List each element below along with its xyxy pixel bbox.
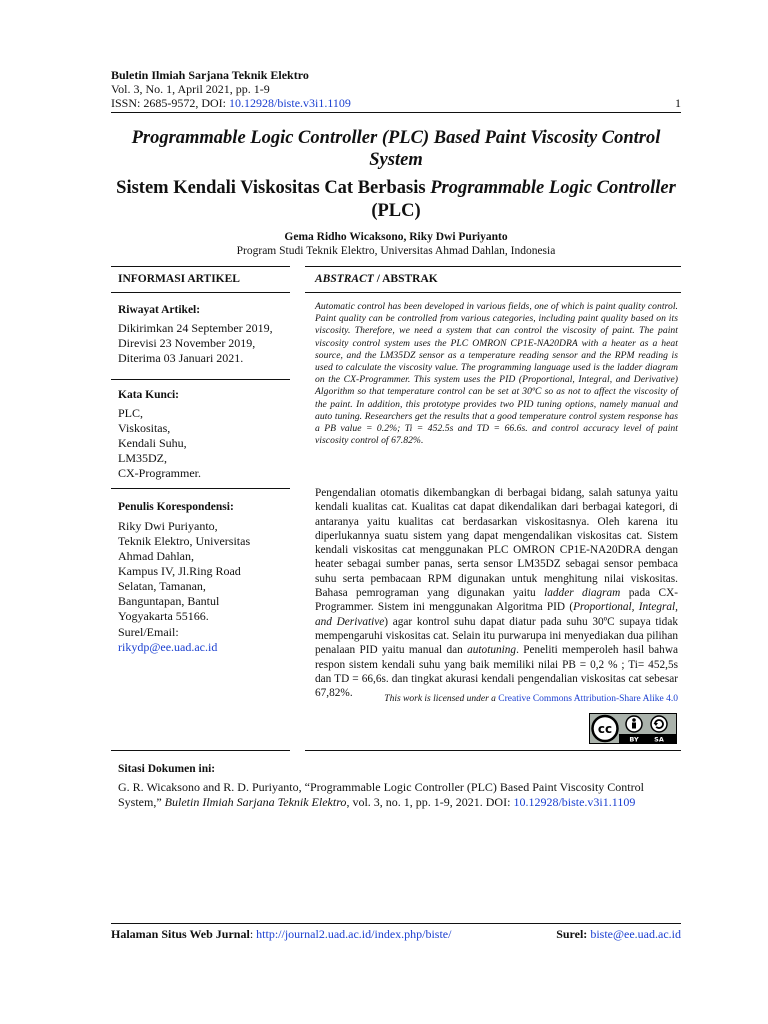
- license-link[interactable]: Creative Commons Attribution-Share Alike 4.0: [498, 694, 678, 704]
- info-head-rule: [111, 292, 290, 293]
- svg-text:cc: cc: [597, 722, 613, 736]
- abstract-head-rule: [305, 292, 681, 293]
- journal-email-link[interactable]: biste@ee.uad.ac.id: [590, 927, 681, 941]
- abstract-bottom-rule: [305, 750, 681, 751]
- abstract-top-rule: [305, 266, 681, 267]
- cc-by-sa-badge[interactable]: [589, 713, 677, 744]
- footer: Halaman Situs Web Jurnal: http://journal2.uad.ac.id/index.php/biste/ Surel: biste@ee.uad.ac.id: [111, 927, 681, 941]
- history-rule: [111, 379, 290, 380]
- title-indonesian: Sistem Kendali Viskositas Cat Berbasis Programmable Logic Controller (PLC): [116, 178, 676, 221]
- journal-website-link[interactable]: http://journal2.uad.ac.id/index.php/biste/: [256, 927, 452, 941]
- email-link[interactable]: rikydp@ee.uad.ac.id: [118, 640, 218, 654]
- page-number: 1: [675, 96, 681, 110]
- info-bottom-rule: [111, 750, 290, 751]
- title-english: Programmable Logic Controller (PLC) Based Paint Viscosity Control System: [131, 128, 661, 170]
- footer-rule: [111, 923, 681, 924]
- header-doi-link[interactable]: 10.12928/biste.v3i1.1109: [229, 96, 351, 110]
- citation-text: G. R. Wicaksono and R. D. Puriyanto, “Programmable Logic Controller (PLC) Based Paint Viscosity Control System,” Buletin Ilmiah Sarjana Teknik Elektro, vol. 3, no. 1, pp. 1-9, 2021. DOI: 10.12928/biste.v3i1.1109: [118, 780, 644, 809]
- abstract-indonesian: Pengendalian otomatis dikembangkan di berbagai bidang, salah satunya yaitu kendali kualitas cat. Kualitas cat dapat dikendalikan dari berbagai kategori, di antaranya yaitu kualitas cat berdasarkan viskositasnya. Oleh karena itu diperlukannya suatu sistem yang dapat mengendalikan viskositas cat. Sistem kendali viskositas cat menggunakan PLC OMRON CP1E-NA20DRA dengan heater sebagai sumber panas, serta sensor LM35DZ sebagai sensor pembaca suhu serta pembacaan RPM digunakan untuk menghitung nilai viskositas. Bahasa pemrograman yang digunakan yaitu ladder diagram pada CX-Programmer. Sistem ini menggunakan Algoritma PID (Proportional, Integral, and Derivative) agar kontrol suhu dapat diatur pada suhu 30ºC supaya tidak mempengaruhi viskositas cat. Selain itu purwarupa ini menyediakan dua pilihan penalaan PID yaitu manual dan autotuning. Peneliti memperoleh hasil bahwa respon sistem kendali suhu yang baik memiliki nilai PB = 0,2 % ; Ti= 452,5s dan TD = 66,6s. dan tingkat akurasi kendali pengendalian viskositas cat sebesar 67,82%.: [315, 487, 678, 700]
- cc-badge-graphic: [589, 713, 677, 744]
- citation-heading: Sitasi Dokumen ini:: [118, 763, 216, 775]
- badge-sa-text: SA: [654, 735, 664, 744]
- info-heading: INFORMASI ARTIKEL: [118, 273, 240, 285]
- keywords-list: PLC, Viskositas, Kendali Suhu, LM35DZ, CX-Programmer.: [118, 406, 201, 480]
- abstract-english: Automatic control has been developed in various fields, one of which is paint quality control. Paint quality can be controlled from various categories, including paint quality based on its viscosity. Therefore, we need a system that can control the viscosity of paint. The paint viscosity control system uses the PLC OMRON CP1E-NA20DRA with a heater as a heat source, and the LM35DZ sensor as a temperature reading sensor and the RPM reading is used to calculate the viscosity value. The programming language used is the ladder diagram on the CX-Programmer. This system uses the PID (Proportional, Integral, and Derivative) Algorithm so that temperature control can be set at 30ºC so as not to affect the viscosity of the paint. In addition, this prototype provides two PID tuning options, namely manual and auto tuning. Researchers get the results that a good temperature control system response has a PB value = 0.2%; Ti = 452.5s and TD = 66.6s. and control accuracy level of paint viscosity control of 67.82%.: [315, 301, 678, 447]
- badge-by-text: BY: [629, 735, 639, 744]
- correspondence-address: Riky Dwi Puriyanto, Teknik Elektro, Universitas Ahmad Dahlan, Kampus IV, Jl.Ring Road Selatan, Tamanan, Banguntapan, Bantul Yogyakarta 55166.: [118, 519, 251, 623]
- citation-doi-link[interactable]: 10.12928/biste.v3i1.1109: [513, 795, 636, 809]
- running-header: [111, 68, 681, 110]
- sa-share-icon: [651, 716, 667, 732]
- info-top-rule: [111, 266, 290, 267]
- header-rule: [111, 112, 681, 113]
- email-label: Surel/Email:: [118, 625, 179, 639]
- issn-doi: ISSN: 2685-9572, DOI: 10.12928/biste.v3i1.1109: [111, 96, 351, 110]
- volume-info: Vol. 3, No. 1, April 2021, pp. 1-9: [111, 82, 270, 96]
- history-list: Dikirimkan 24 September 2019, Direvisi 23 November 2019, Diterima 03 Januari 2021.: [118, 321, 273, 365]
- correspondence-heading: Penulis Korespondensi:: [118, 501, 234, 513]
- license-notice: This work is licensed under a Creative Commons Attribution-Share Alike 4.0: [384, 694, 678, 704]
- keywords-rule: [111, 488, 290, 489]
- affiliation: Program Studi Teknik Elektro, Universitas Ahmad Dahlan, Indonesia: [236, 245, 556, 257]
- history-heading: Riwayat Artikel:: [118, 304, 201, 316]
- journal-name: Buletin Ilmiah Sarjana Teknik Elektro: [111, 68, 309, 82]
- authors: Gema Ridho Wicaksono, Riky Dwi Puriyanto: [284, 231, 508, 243]
- keywords-heading: Kata Kunci:: [118, 389, 180, 401]
- abstract-heading: ABSTRACT / ABSTRAK: [315, 273, 438, 285]
